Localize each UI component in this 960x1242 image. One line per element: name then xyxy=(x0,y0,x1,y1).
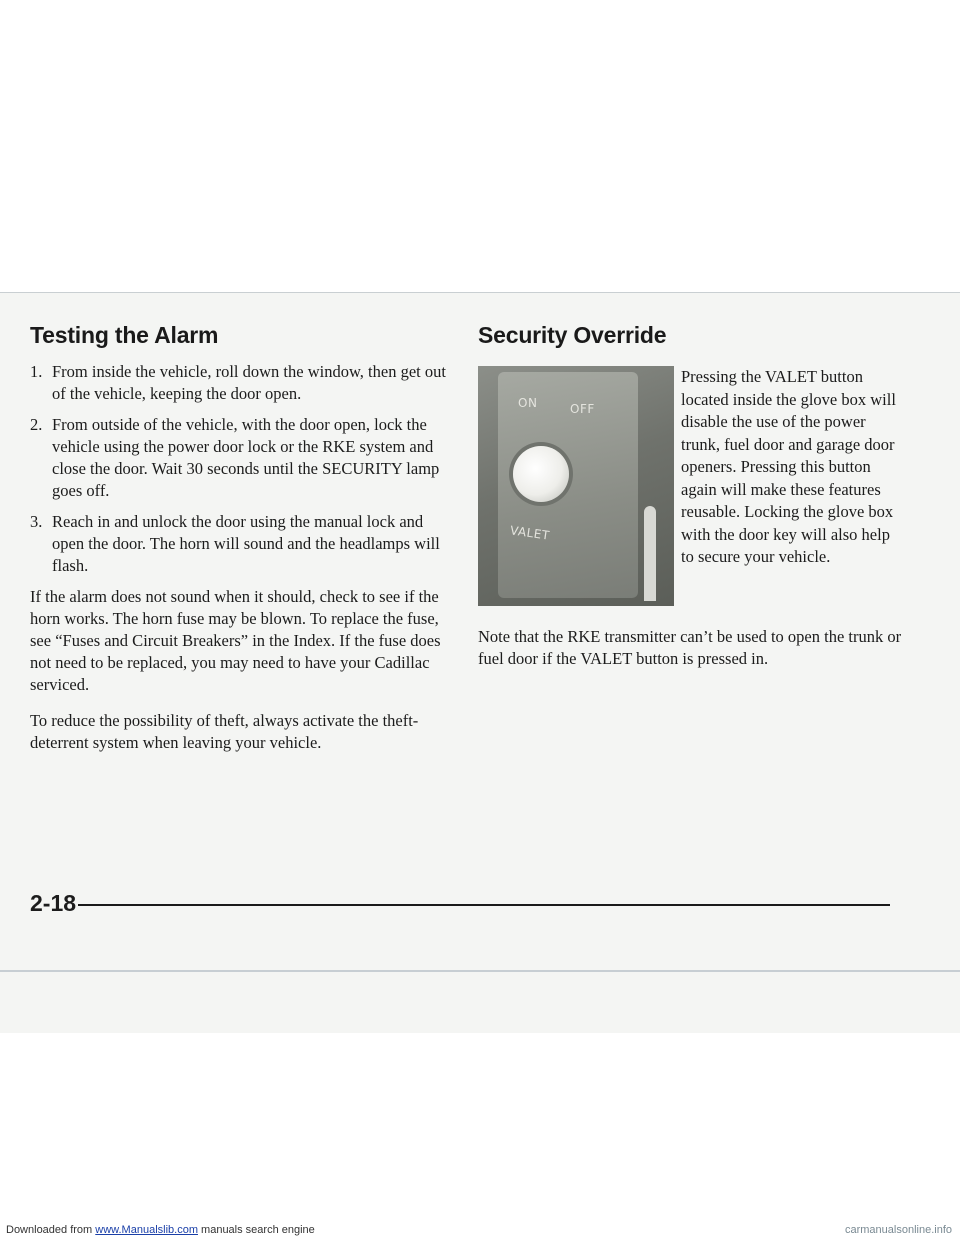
override-note: Note that the RKE transmitter can’t be used to open the trunk or fuel door if the VALET button is pressed in. xyxy=(478,627,902,668)
override-description: Pressing the VALET button located inside the glove box will disable the use of the power trunk, fuel door and garage door openers. Pressing this button again will make these features reusable. Locking the glove box with the door key will also help to secure your vehicle. xyxy=(681,367,896,566)
page-rule xyxy=(78,904,890,906)
page-bottom-edge xyxy=(0,970,960,972)
testing-paragraph-theft: To reduce the possibility of theft, always activate the theft-deterrent system when leaving your vehicle. xyxy=(30,711,419,752)
step-item: 3. Reach in and unlock the door using the manual lock and open the door. The horn will sound and the headlamps will flash. xyxy=(30,512,440,575)
testing-steps xyxy=(30,361,450,577)
step-item: 2. From outside of the vehicle, with the door open, lock the vehicle using the power door lock or the RKE system and close the door. Wait 30 seconds until the SECURITY lamp goes off. xyxy=(30,415,440,500)
valet-label: VALET xyxy=(509,523,551,543)
valet-knob-icon xyxy=(513,446,569,502)
off-label: OFF xyxy=(570,402,595,416)
override-section xyxy=(478,322,918,361)
testing-paragraph-fuse: If the alarm does not sound when it should, check to see if the horn works. The horn fuse may be blown. To replace the fuse, see “Fuses and Circuit Breakers” in the Index. If the fuse does not need to be replaced, you may need to have your Cadillac serviced. xyxy=(30,587,441,694)
testing-section xyxy=(30,322,450,768)
manualslib-link[interactable]: www.Manualslib.com xyxy=(95,1224,198,1236)
testing-title: Testing the Alarm xyxy=(30,322,219,348)
watermark-text: carmanualsonline.info xyxy=(844,1224,952,1236)
download-footer: Downloaded from www.Manualslib.com manuals search engine xyxy=(6,1224,315,1236)
glove-box-latch xyxy=(644,506,656,601)
override-title: Security Override xyxy=(478,322,667,348)
step-item: 1. From inside the vehicle, roll down the window, then get out of the vehicle, keeping the door open. xyxy=(30,362,446,403)
on-label: ON xyxy=(518,396,538,410)
page-number: 2-18 xyxy=(30,890,77,916)
valet-button-photo xyxy=(478,366,674,606)
